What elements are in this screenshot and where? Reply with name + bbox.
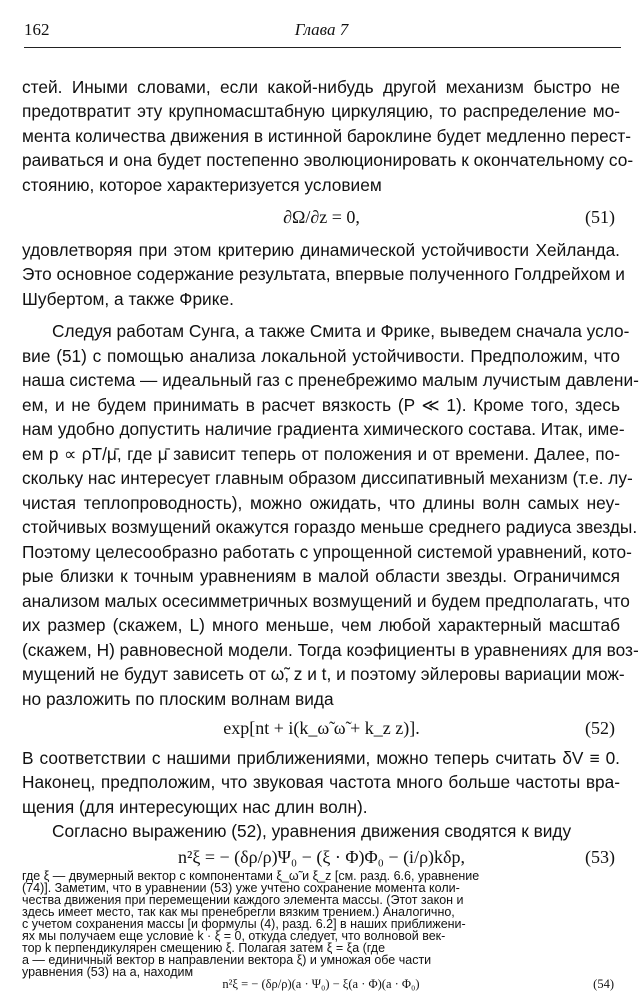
text-line: (скажем, H) равновесной модели. Тогда коэфициенты в уравнениях для воз-	[22, 640, 639, 660]
text-line: уравнения (53) на a, находим	[22, 965, 194, 979]
text-line: с учетом сохранения массы [и формулы (4), разд. 6.2] в наших приближени-	[22, 917, 466, 931]
text-line: чества движения при перемещении каждого элемента массы. (Этот закон и	[22, 893, 464, 907]
equation-54: n²ξ = − (δρ/ρ)(a · Ψ₀) − ξ(a · Φ)(a · Φ₀)	[222, 977, 420, 991]
equation-51: ∂Ω/∂z = 0,	[283, 207, 360, 227]
equation-number-53: (53)	[585, 847, 615, 867]
text-line: Шубертом, а также Фрике.	[22, 289, 234, 309]
text-line: анализом малых осесимметричных возмущений и будем предполагать, что	[22, 591, 630, 611]
text-line: (74)]. Заметим, что в уравнении (53) уже учтено сохранение момента коли-	[22, 881, 460, 895]
header-rule	[24, 47, 621, 48]
text-line: чистая теплопроводность), можно ожидать, что длины волн самых неу-	[22, 493, 620, 513]
text-line: стей. Иными словами, если какой-нибудь другой механизм быстро не	[22, 77, 620, 97]
text-line: стоянию, которое характеризуется условием	[22, 175, 382, 195]
text-line: наша система — идеальный газ с пренебрежимо малым лучистым давлени-	[22, 370, 639, 390]
text-line: раиваться и она будет постепенно эволюционировать к окончательному со-	[22, 150, 634, 170]
text-line: стойчивых возмущений окажутся гораздо меньше среднего радиуса звезды.	[22, 517, 638, 537]
running-head: Глава 7	[294, 20, 349, 39]
equation-number-52: (52)	[585, 718, 615, 738]
text-line: рые близки к точным уравнениям в малой области звезды. Ограничимся	[22, 566, 620, 586]
text-line: здесь имеет место, так как мы пренебрегли вязким трением.) Аналогично,	[22, 905, 455, 919]
text-line: где ξ — двумерный вектор с компонентами ξ_ω̃ и ξ_z [см. разд. 6.6, уравнение	[22, 870, 480, 883]
text-line: тор k перпендикулярен смещению ξ. Полагая затем ξ = ξa (где	[22, 941, 386, 955]
text-line: В соответствии с нашими приближениями, можно теперь считать δV ≡ 0.	[22, 748, 620, 768]
equation-53: n²ξ = − (δρ/ρ)Ψ₀ − (ξ · Φ)Φ₀ − (i/ρ)kδp,	[177, 847, 466, 867]
text-line: Согласно выражению (52), уравнения движения сводятся к виду	[52, 821, 572, 841]
text-line: Наконец, предположим, что звуковая частота много больше частоты вра-	[22, 772, 620, 792]
text-line: нам удобно допустить наличие градиента химического состава. Итак, име-	[22, 419, 625, 439]
text-line: a — единичный вектор в направлении вектора ξ) и умножая обе части	[22, 953, 432, 967]
text-line: щения (для интересующих нас длин волн).	[22, 797, 368, 817]
text-line: Это основное содержание результата, впервые полученного Голдрейхом и	[22, 264, 625, 284]
text-line: их размер (скажем, L) много меньше, чем любой характерный масштаб	[22, 615, 620, 635]
text-line: мущений не будут зависеть от ω̃, z и t, и поэтому эйлеровы вариации мож-	[22, 664, 625, 684]
text-block-lower	[22, 870, 620, 996]
text-line: Поэтому целесообразно работать с упрощенной системой уравнений, кото-	[22, 542, 632, 562]
equation-number-54: (54)	[593, 977, 614, 991]
text-line: но разложить по плоским волнам вида	[22, 689, 334, 709]
text-line: Следуя работам Сунга, а также Смита и Фрике, выведем сначала усло-	[52, 321, 630, 341]
text-line: вие (51) с помощью анализа локальной устойчивости. Предположим, что	[22, 346, 620, 366]
text-line: предотвратит эту крупномасштабную циркуляцию, то распределение мо-	[22, 101, 620, 121]
text-line: ем, и не будем принимать в расчет вязкость (P ≪ 1). Кроме того, здесь	[22, 395, 620, 415]
text-line: скольку нас интересует главным образом диссипативный механизм (т.е. лу-	[22, 468, 633, 488]
equation-52: exp[nt + i(k_ω̃ ω̃ + k_z z)].	[223, 718, 420, 738]
text-line: мента количества движения в истинной бароклине будет медленно перест-	[22, 126, 631, 146]
text-line: ях мы получаем еще условие k · ξ = 0, откуда следует, что волновой век-	[22, 929, 446, 943]
text-line: удовлетворяя при этом критерию динамической устойчивости Хейланда.	[22, 240, 620, 260]
page-number: 162	[24, 20, 50, 39]
text-line: ем p ∝ ρT/μ̄, где μ̄ зависит теперь от положения и от времени. Далее, по-	[22, 444, 620, 464]
equation-number-51: (51)	[585, 207, 615, 227]
